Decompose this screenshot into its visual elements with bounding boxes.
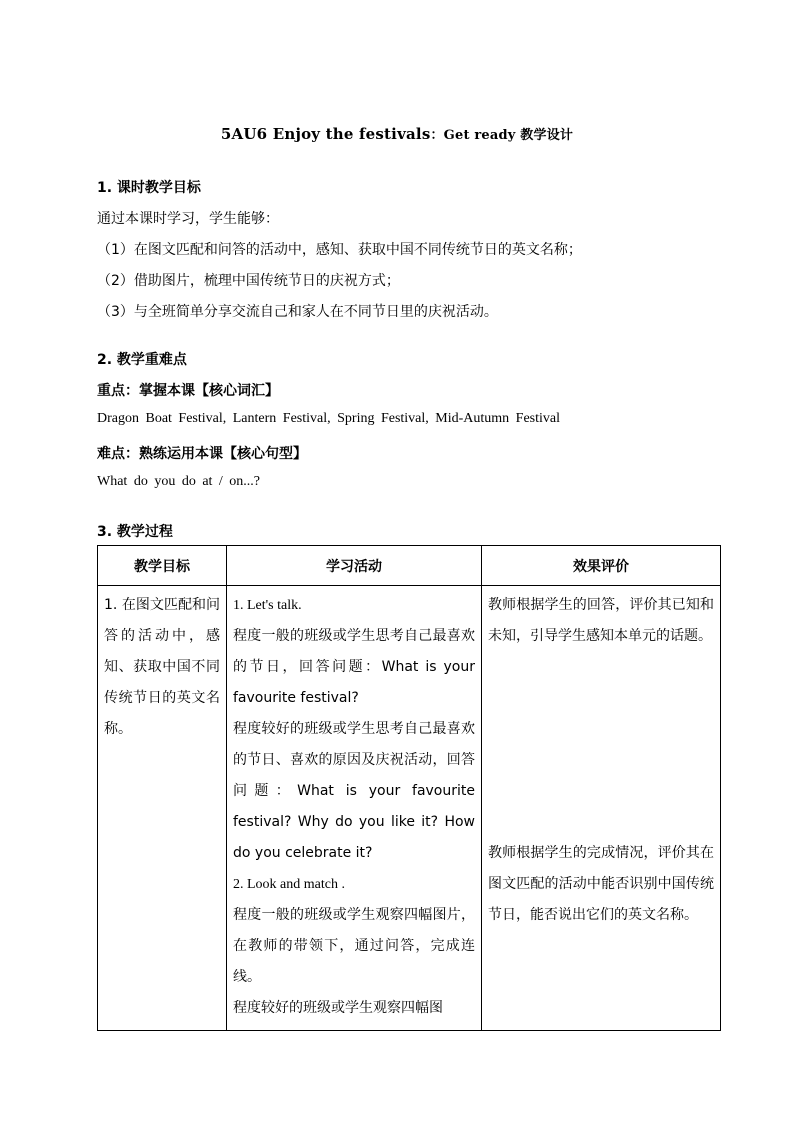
- section1-heading: 1. 课时教学目标: [97, 180, 201, 196]
- activity1-general: 程度一般的班级或学生思考自己最喜欢的节日，回答问题：What is your favourite festival?: [233, 628, 475, 706]
- section3-heading: 3. 教学过程: [97, 524, 173, 540]
- objective-item-2: （2）借助图片，梳理中国传统节日的庆祝方式；: [97, 273, 400, 289]
- evaluation-2: 教师根据学生的完成情况，评价其在图文匹配的活动中能否识别中国传统节日，能否说出它们的英文名称。: [488, 845, 714, 923]
- section2-heading: 2. 教学重难点: [97, 352, 187, 368]
- table-header-row: [98, 546, 721, 586]
- title-sub: Get ready 教学设计: [443, 128, 574, 143]
- header-activity: 学习活动: [227, 546, 482, 586]
- objective-item-1: （1）在图文匹配和问答的活动中，感知、获取中国不同传统节日的英文名称；: [97, 242, 582, 258]
- document-title: [0, 124, 794, 143]
- key-sentence-pattern: What do you do at / on...?: [97, 474, 261, 489]
- evaluation-spacer: [488, 652, 714, 838]
- goal-cell: [98, 586, 227, 1031]
- table-row: [98, 586, 721, 1031]
- activity2-general: 程度一般的班级或学生观察四幅图片，在教师的带领下，通过问答，完成连线。: [233, 907, 475, 985]
- title-main: 5AU6 Enjoy the festivals: [220, 125, 431, 143]
- activity1-title: 1. Let's talk.: [233, 598, 302, 613]
- activity2-title: 2. Look and match .: [233, 877, 345, 892]
- teaching-process-table: [97, 545, 721, 1031]
- header-goal: 教学目标: [98, 546, 227, 586]
- key-vocabulary: Dragon Boat Festival, Lantern Festival, Spring Festival, Mid-Autumn Festival: [97, 411, 561, 426]
- evaluation-cell: [482, 586, 721, 1031]
- difficulty-label: 难点：熟练运用本课【核心句型】: [97, 446, 307, 462]
- header-evaluation: 效果评价: [482, 546, 721, 586]
- objective-item-3: （3）与全班简单分享交流自己和家人在不同节日里的庆祝活动。: [97, 304, 498, 320]
- goal-text: 1. 在图文匹配和问答的活动中，感知、获取中国不同传统节日的英文名称。: [104, 597, 220, 737]
- key-point-label: 重点：掌握本课【核心词汇】: [97, 383, 279, 399]
- title-separator: ：: [430, 128, 444, 143]
- activity-cell: [227, 586, 482, 1031]
- activity2-advanced: 程度较好的班级或学生观察四幅图: [233, 1000, 443, 1016]
- section1-intro: 通过本课时学习，学生能够：: [97, 211, 279, 227]
- activity1-advanced: 程度较好的班级或学生思考自己最喜欢的节日、喜欢的原因及庆祝活动，回答问题：What is your favourite festival? Why do you like it? How do you celebrate it?: [233, 721, 475, 861]
- evaluation-1: 教师根据学生的回答，评价其已知和未知，引导学生感知本单元的话题。: [488, 597, 714, 644]
